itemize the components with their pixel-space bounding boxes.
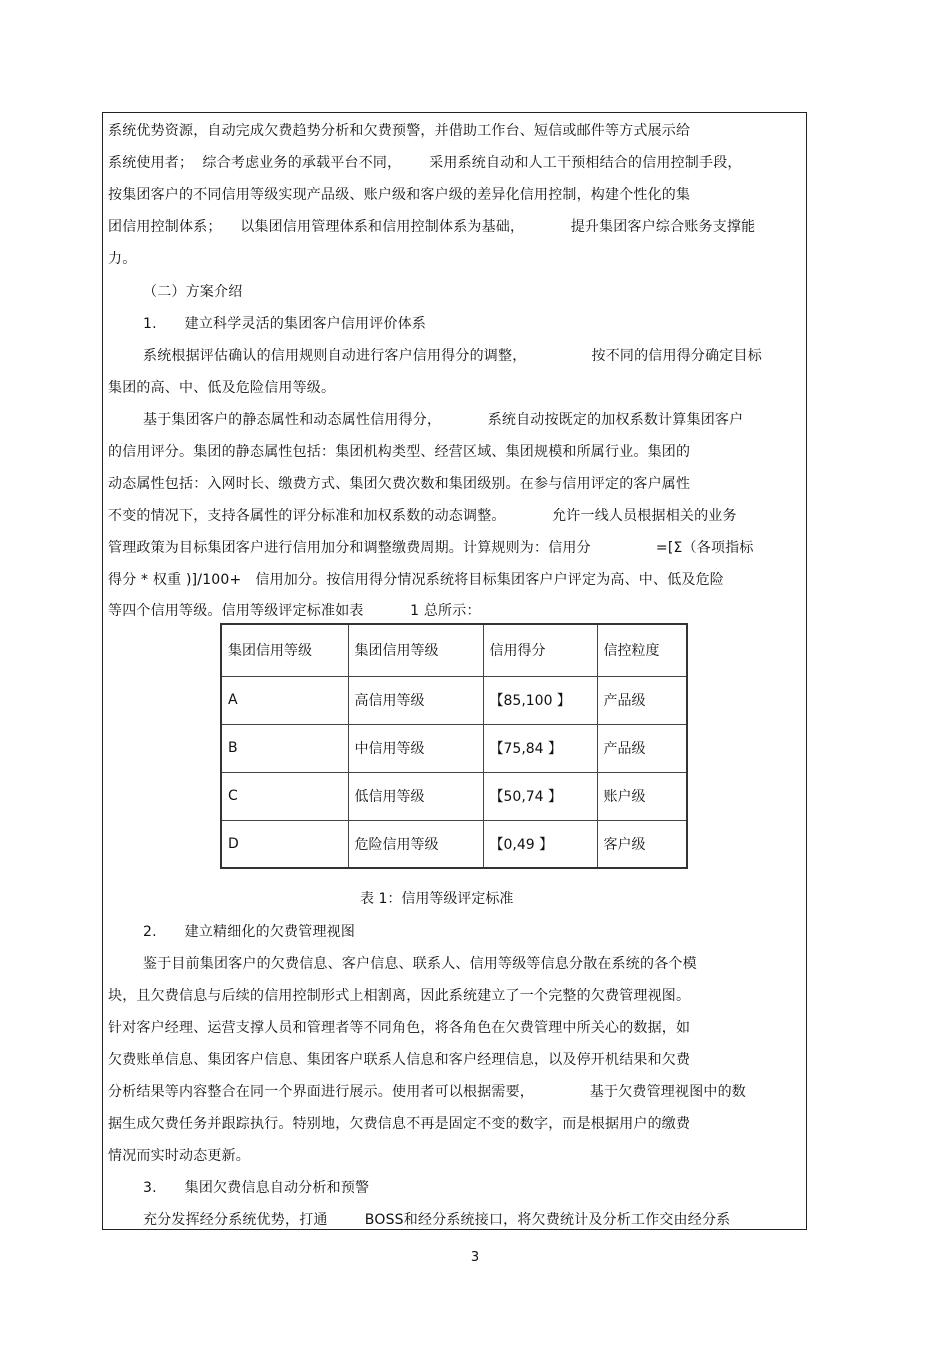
body-text-line: 系统根据评估确认的信用规则自动进行客户信用得分的调整， 按不同的信用得分确定目标: [143, 348, 762, 364]
body-text-line: 系统优势资源，自动完成欠费趋势分析和欠费预警，并借助工作台、短信或邮件等方式展示给: [108, 123, 691, 139]
table-cell: B: [221, 724, 348, 772]
body-text-line: 基于集团客户的静态属性和动态属性信用得分， 系统自动按既定的加权系数计算集团客户: [143, 412, 744, 428]
body-text-line: 鉴于目前集团客户的欠费信息、客户信息、联系人、信用等级等信息分散在系统的各个模: [143, 956, 697, 972]
body-text-line: 等四个信用等级。信用等级评定标准如表 1 总所示：: [108, 603, 481, 619]
table-cell: 危险信用等级: [348, 820, 483, 868]
table-row: [221, 772, 687, 820]
table-row: [221, 820, 687, 868]
table-header-row: [221, 624, 687, 676]
table-cell: 高信用等级: [348, 676, 483, 724]
body-text-line: 据生成欠费任务并跟踪执行。特别地，欠费信息不再是固定不变的数字，而是根据用户的缴费: [108, 1116, 691, 1132]
body-text-line: 得分 * 权重 )]/100+ 信用加分。按信用得分情况系统将目标集团客户户评定为高、中、低及危险: [108, 572, 724, 588]
table-cell: 【85,100 】: [483, 676, 597, 724]
body-text-line: 团信用控制体系； 以集团信用管理体系和信用控制体系为基础， 提升集团客户综合账务支撑能: [108, 219, 756, 235]
credit-grade-table: [220, 623, 688, 869]
table-header-cell: 信用得分: [483, 624, 597, 676]
body-text-line: 充分发挥经分系统优势，打通 BOSS和经分系统接口，将欠费统计及分析工作交由经分系: [143, 1212, 731, 1228]
table-cell: A: [221, 676, 348, 724]
table-cell: C: [221, 772, 348, 820]
section-heading: （二）方案介绍: [143, 284, 243, 300]
body-text-line: 情况而实时动态更新。: [108, 1148, 250, 1164]
body-text-line: 不变的情况下，支持各属性的评分标准和加权系数的动态调整。 允许一线人员根据相关的业务: [108, 508, 737, 524]
body-text-line: 针对客户经理、运营支撑人员和管理者等不同角色，将各角色在欠费管理中所关心的数据，如: [108, 1020, 691, 1036]
table-row: [221, 724, 687, 772]
body-text-line: 管理政策为目标集团客户进行信用加分和调整缴费周期。计算规则为：信用分 =[Σ（各项指标: [108, 540, 754, 556]
table-cell: 【0,49 】: [483, 820, 597, 868]
body-text-line: 力。: [108, 251, 137, 267]
body-text-line: 系统使用者； 综合考虑业务的承载平台不同， 采用系统自动和人工干预相结合的信用控制手段，: [108, 155, 742, 171]
table-cell: 【50,74 】: [483, 772, 597, 820]
table-cell: 中信用等级: [348, 724, 483, 772]
body-text-line: 块，且欠费信息与后续的信用控制形式上相割离，因此系统建立了一个完整的欠费管理视图。: [108, 988, 691, 1004]
table-caption: 表 1：信用等级评定标准: [360, 891, 514, 907]
table-row: [221, 676, 687, 724]
body-text-line: 分析结果等内容整合在同一个界面进行展示。使用者可以根据需要， 基于欠费管理视图中的数: [108, 1084, 746, 1100]
body-text-line: 动态属性包括：入网时长、缴费方式、集团欠费次数和集团级别。在参与信用评定的客户属性: [108, 476, 691, 492]
table-cell: 低信用等级: [348, 772, 483, 820]
table-cell: 产品级: [597, 724, 687, 772]
table-cell: D: [221, 820, 348, 868]
page-number: 3: [470, 1250, 480, 1265]
body-text-line: 按集团客户的不同信用等级实现产品级、账户级和客户级的差异化信用控制，构建个性化的集: [108, 187, 691, 203]
table-cell: 产品级: [597, 676, 687, 724]
table-cell: 账户级: [597, 772, 687, 820]
table-header-cell: 集团信用等级: [348, 624, 483, 676]
table-header-cell: 集团信用等级: [221, 624, 348, 676]
table-cell: 客户级: [597, 820, 687, 868]
subsection-heading: 1. 建立科学灵活的集团客户信用评价体系: [143, 316, 427, 332]
table-cell: 【75,84 】: [483, 724, 597, 772]
body-text-line: 集团的高、中、低及危险信用等级。: [108, 380, 336, 396]
table-header-cell: 信控粒度: [597, 624, 687, 676]
body-text-line: 欠费账单信息、集团客户信息、集团客户联系人信息和客户经理信息，以及停开机结果和欠费: [108, 1052, 691, 1068]
body-text-line: 的信用评分。集团的静态属性包括：集团机构类型、经营区域、集团规模和所属行业。集团的: [108, 444, 691, 460]
subsection-heading: 3. 集团欠费信息自动分析和预警: [143, 1180, 370, 1196]
subsection-heading: 2. 建立精细化的欠费管理视图: [143, 924, 356, 940]
